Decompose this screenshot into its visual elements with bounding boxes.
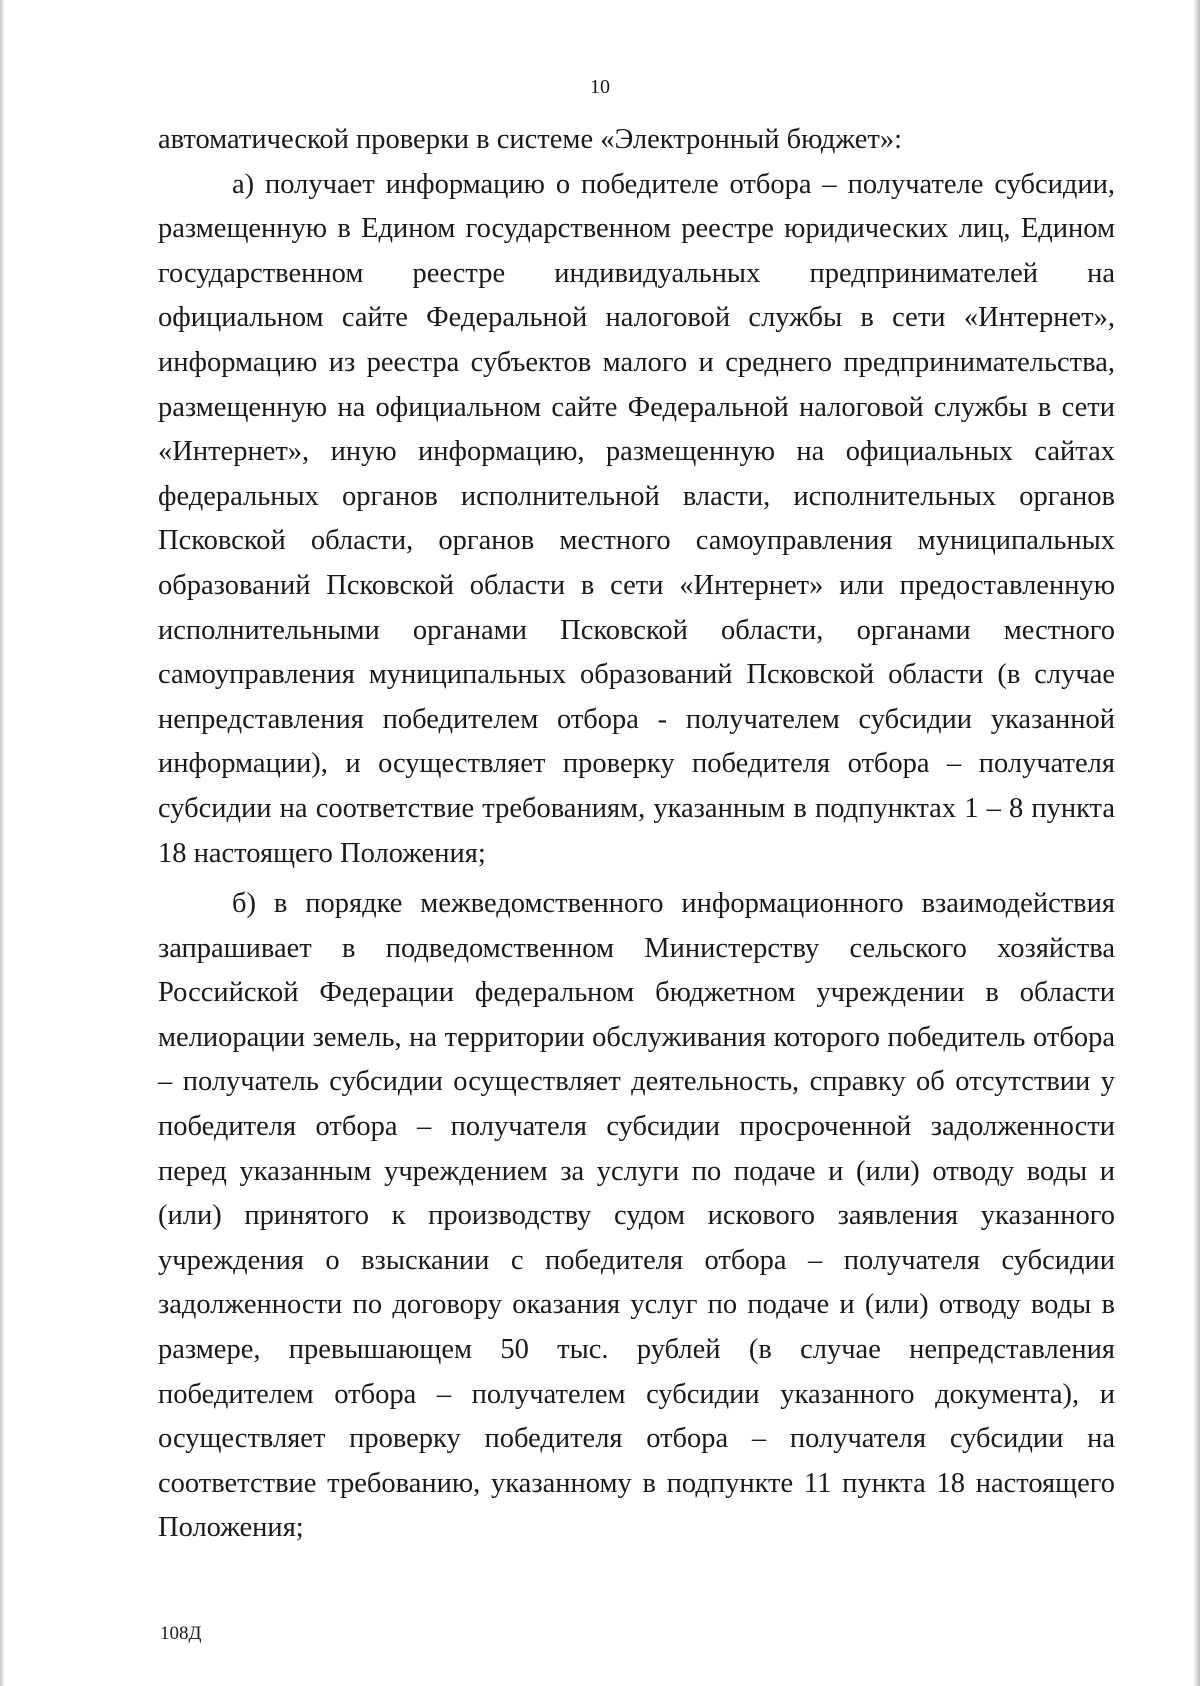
scan-edge-right bbox=[1193, 0, 1200, 1686]
paragraph-item-b: б) в порядке межведомственного информационного взаимодействия запрашивает в подведомственном Министерству сельского хозяйства Российской Федерации федеральном бюджетном учреждении в области мелиорации земель, на территории обслуживания которого победитель отбора – получатель субсидии осуществляет деятельность, справку об отсутствии у победителя отбора – получателя субсидии просроченной задолженности перед указанным учреждением за услуги по подаче и (или) отводу воды и (или) принятого к производству судом искового заявления указанного учреждения о взыскании с победителя отбора – получателя субсидии задолженности по договору оказания услуг по подаче и (или) отводу воды в размере, превышающем 50 тыс. рублей (в случае непредставления победителем отбора – получателем субсидии указанного документа), и осуществляет проверку победителя отбора – получателя субсидии на соответствие требованию, указанному в подпункте 11 пункта 18 настоящего Положения; bbox=[158, 888, 1115, 1544]
scan-edge-left bbox=[0, 0, 5, 1686]
document-code: 108Д bbox=[160, 1623, 202, 1644]
document-body bbox=[158, 118, 1115, 1551]
paragraph-intro: автоматической проверки в системе «Электронный бюджет»: bbox=[158, 124, 903, 155]
paragraph-item-a: а) получает информацию о победителе отбора – получателе субсидии, размещенную в Едином государственном реестре юридических лиц, Едином государственном реестре индивидуальных предпринимателей на официальном сайте Федеральной налоговой службы в сети «Интернет», информацию из реестра субъектов малого и среднего предпринимательства, размещенную на официальном сайте Федеральной налоговой службы в сети «Интернет», иную информацию, размещенную на официальных сайтах федеральных органов исполнительной власти, исполнительных органов Псковской области, органов местного самоуправления муниципальных образований Псковской области в сети «Интернет» или предоставленную исполнительными органами Псковской области, органами местного самоуправления муниципальных образований Псковской области (в случае непредставления победителем отбора - получателем субсидии указанной информации), и осуществляет проверку победителя отбора – получателя субсидии на соответствие требованиям, указанным в подпунктах 1 – 8 пункта 18 настоящего Положения; bbox=[158, 168, 1115, 869]
page-number: 10 bbox=[590, 76, 610, 98]
